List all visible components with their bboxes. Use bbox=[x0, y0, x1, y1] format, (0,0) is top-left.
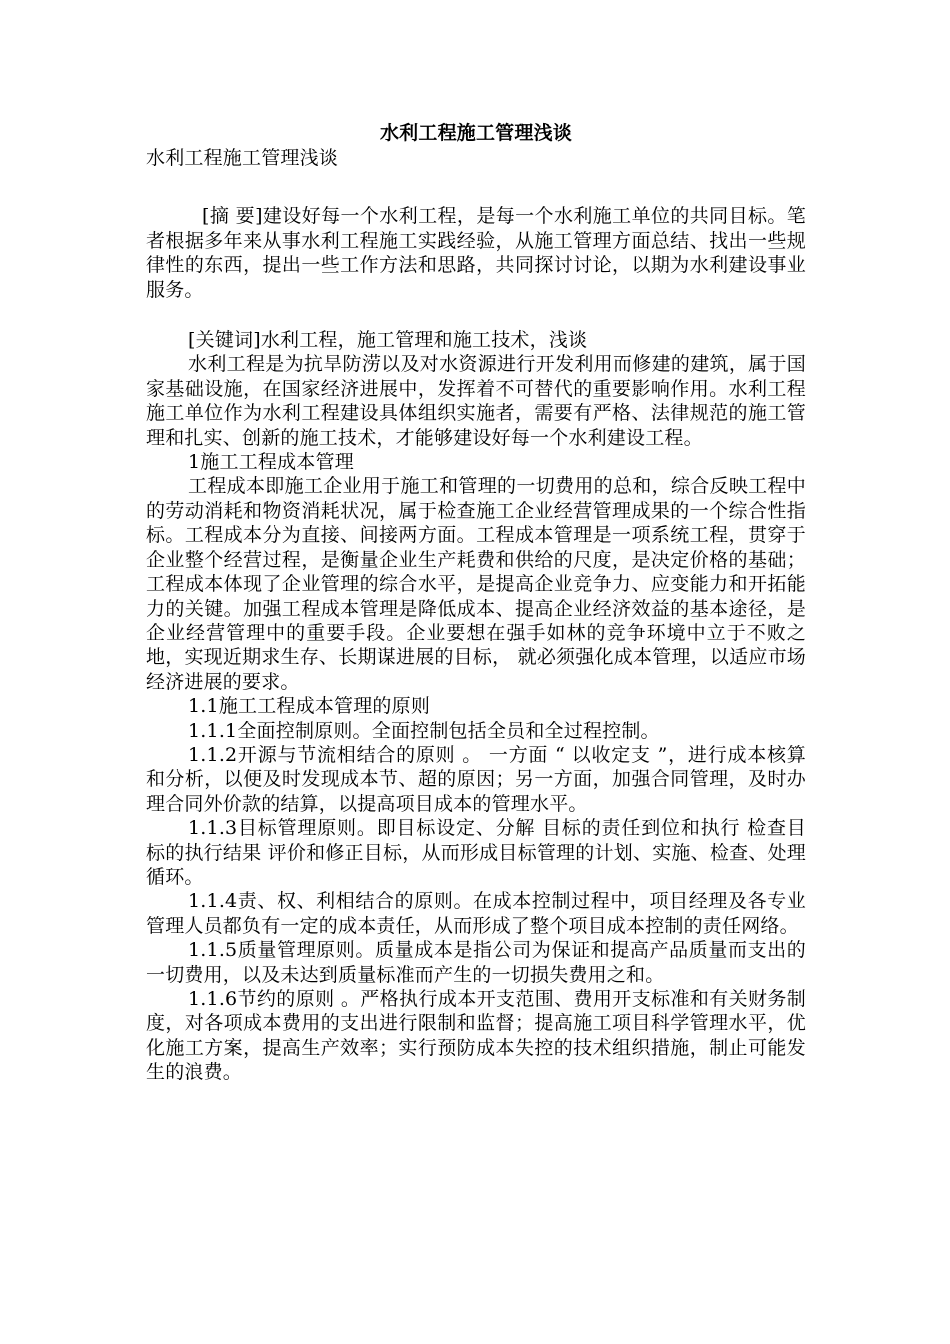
principle-paragraph: 1.1.4责、权、利相结合的原则。在成本控制过程中，项目经理及各专业管理人员都负有一定的成本责任，从而形成了整个项目成本控制的责任网络。 bbox=[146, 890, 806, 937]
principle-paragraph: 1.1.2开源与节流相结合的原则 。 一方面 “ 以收定支 ”，进行成本核算和分析，以便及时发现成本节、超的原因；另一方面，加强合同管理，及时办理合同外价款的结算，以提高项目成本的管理水平。 bbox=[146, 743, 806, 815]
abstract-paragraph: [摘 要]建设好每一个水利工程，是每一个水利施工单位的共同目标。笔者根据多年来从事水利工程施工实践经验，从施工管理方面总结、找出一些规律性的东西，提出一些工作方法和思路，共同探讨讨论，以期为水利建设事业服务。 bbox=[146, 205, 806, 301]
document-subtitle: 水利工程施工管理浅谈 bbox=[146, 147, 339, 169]
spacer bbox=[146, 170, 806, 204]
document-body bbox=[146, 120, 806, 1085]
intro-paragraph: 水利工程是为抗旱防涝以及对水资源进行开发利用而修建的建筑，属于国家基础设施，在国家经济进展中，发挥着不可替代的重要影响作用。水利工程施工单位作为水利工程建设具体组织实施者，需要有严格、法律规范的施工管理和扎实、创新的施工技术，才能够建设好每一个水利建设工程。 bbox=[146, 353, 806, 449]
body-paragraph: 工程成本即施工企业用于施工和管理的一切费用的总和，综合反映工程中的劳动消耗和物资消耗状况，属于检查施工企业经营管理成果的一个综合性指标。工程成本分为直接、间接两方面。工程成本管理是一项系统工程，贯穿于企业整个经营过程，是衡量企业生产耗费和供给的尺度，是决定价格的基础；工程成本体现了企业管理的综合水平，是提高企业竞争力、应变能力和开拓能力的关键。加强工程成本管理是降低成本、提高企业经济效益的基本途径，是企业经营管理中的重要手段。企业要想在强手如林的竞争环境中立于不败之地，实现近期求生存、长期谋进展的目标， 就必须强化成本管理，以适应市场经济进展的要求。 bbox=[146, 475, 806, 693]
document-title: 水利工程施工管理浅谈 bbox=[379, 122, 572, 144]
principle-paragraph: 1.1.1全面控制原则。全面控制包括全员和全过程控制。 bbox=[188, 719, 660, 742]
section-heading-1-1: 1.1施工工程成本管理的原则 bbox=[188, 695, 431, 718]
spacer bbox=[146, 302, 806, 328]
principle-paragraph: 1.1.5质量管理原则。质量成本是指公司为保证和提高产品质量而支出的一切费用，以及未达到质量标准而产生的一切损失费用之和。 bbox=[146, 939, 806, 986]
principle-paragraph: 1.1.3目标管理原则。即目标设定、分解 目标的责任到位和执行 检查目标的执行结果 评价和修正目标，从而形成目标管理的计划、实施、检查、处理循环。 bbox=[146, 817, 806, 888]
section-heading-1: 1施工工程成本管理 bbox=[188, 451, 354, 474]
principle-paragraph: 1.1.6节约的原则 。严格执行成本开支范围、费用开支标准和有关财务制度，对各项成本费用的支出进行限制和监督；提高施工项目科学管理水平，优化施工方案，提高生产效率；实行预防成本失控的技术组织措施，制止可能发生的浪费。 bbox=[146, 988, 806, 1084]
keywords-paragraph: [关键词]水利工程，施工管理和施工技术，浅谈 bbox=[188, 329, 588, 352]
